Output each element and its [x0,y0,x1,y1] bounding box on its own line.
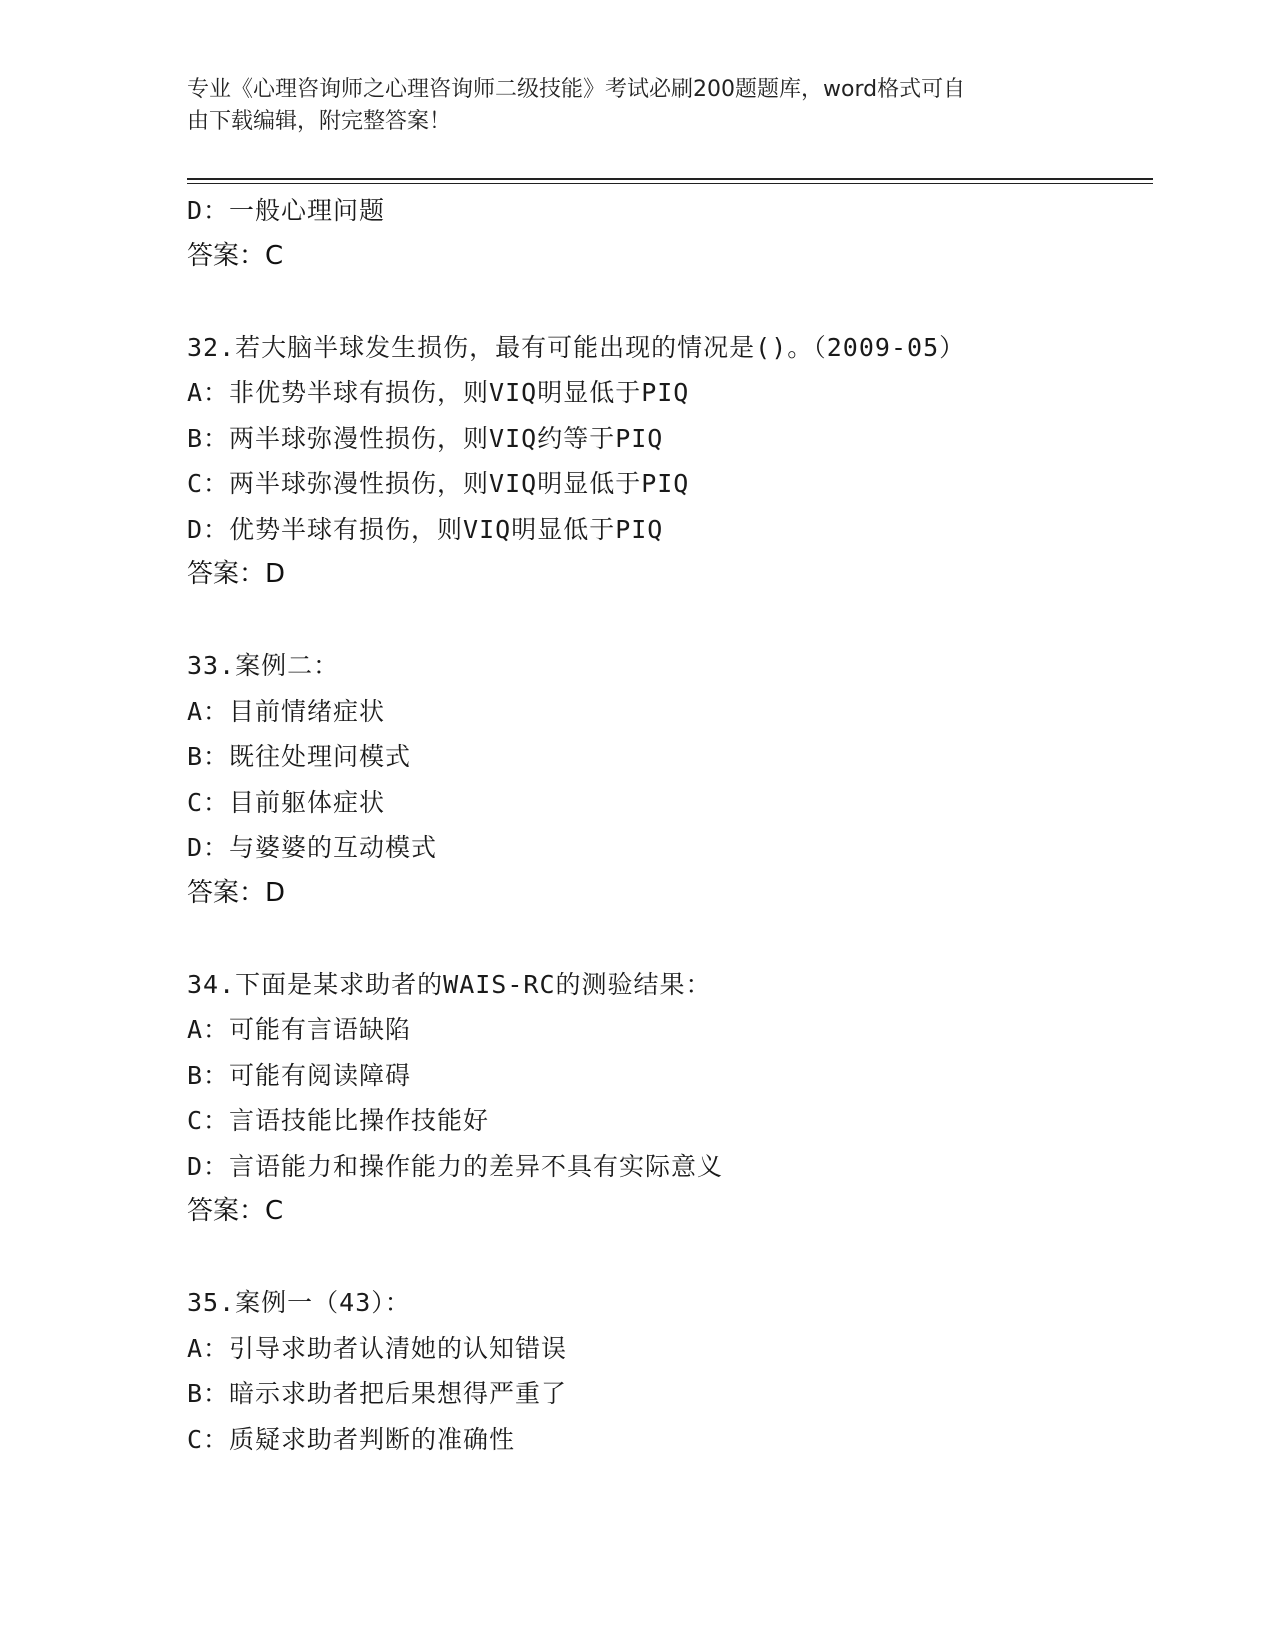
question-stem: 33.案例二： [187,651,340,680]
answer: 答案：C [187,240,284,271]
option-c: C：目前躯体症状 [187,787,386,817]
option-a: A：可能有言语缺陷 [187,1015,412,1044]
option-b: B：暗示求助者把后果想得严重了 [187,1379,568,1408]
answer: 答案：D [187,559,286,589]
question-35 [187,1280,1153,1462]
option-c: C：质疑求助者判断的准确性 [187,1424,516,1454]
header-line-1: 专业《心理咨询师之心理咨询师二级技能》考试必刷200题题库，word格式可自 [187,77,966,102]
option-b: B：可能有阅读障碍 [187,1060,412,1090]
option-c: C：两半球弥漫性损伤，则VIQ明显低于PIQ [187,469,690,498]
question-34 [187,962,1153,1235]
question-32 [187,325,1153,598]
option-d: D：言语能力和操作能力的差异不具有实际意义 [187,1151,724,1181]
question-stem: 32.若大脑半球发生损伤，最有可能出现的情况是()。（2009-05） [187,332,966,362]
header-line-2: 由下载编辑，附完整答案！ [187,109,452,134]
option-a: A：引导求助者认清她的认知错误 [187,1333,568,1363]
option-b: B：既往处理问模式 [187,742,412,771]
option-a: A：非优势半球有损伤，则VIQ明显低于PIQ [187,378,690,407]
answer: 答案：C [187,1196,284,1226]
header-divider-thin [187,183,1153,184]
spacer [187,916,1153,962]
spacer [187,598,1153,644]
question-33 [187,643,1153,916]
option-d: D：优势半球有损伤，则VIQ明显低于PIQ [187,514,664,544]
question-stem: 35.案例一（43）： [187,1288,411,1317]
option-c: C：言语技能比操作技能好 [187,1106,490,1135]
spacer [187,279,1153,325]
option-d: D：一般心理问题 [187,196,386,225]
question-stem: 34.下面是某求助者的WAIS-RC的测验结果： [187,969,712,999]
option-d: D：与婆婆的互动模式 [187,833,438,862]
question-list [187,188,1153,1462]
header-divider-thick [187,178,1153,180]
option-b: B：两半球弥漫性损伤，则VIQ约等于PIQ [187,423,664,453]
spacer [187,1235,1153,1281]
document-header [187,74,1067,138]
answer: 答案：D [187,877,286,908]
option-a: A：目前情绪症状 [187,696,386,726]
